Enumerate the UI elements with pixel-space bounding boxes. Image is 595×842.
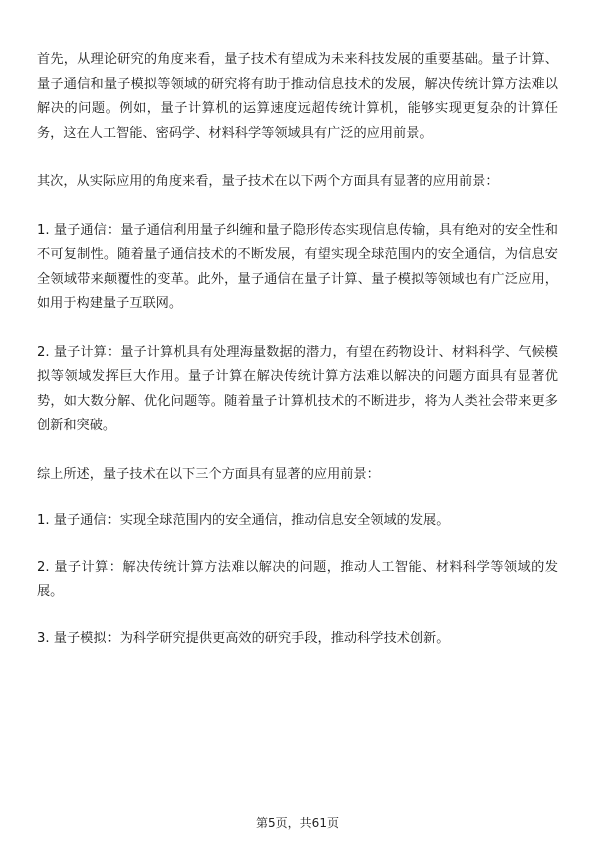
page-number: 第5页，共61页 [256,816,339,830]
summary-item-simulation: 3. 量子模拟：为科学研究提供更高效的研究手段，推动科学技术创新。 [37,630,450,646]
paragraph-theory: 首先，从理论研究的角度来看，量子技术有望成为未来科技发展的重要基础。量子计算、量子通信和量子模拟等领域的研究将有助于推动信息技术的发展，解决传统计算方法难以解决的问题。例如，量子计算机的运算速度远超传统计算机，能够实现更复杂的计算任务，这在人工智能、密码学、材料科学等领域具有广泛的应用前景。 [37,52,558,141]
paragraph-quantum-computing: 2. 量子计算：量子计算机具有处理海量数据的潜力，有望在药物设计、材料科学、气候模拟等领域发挥巨大作用。量子计算在解决传统计算方法难以解决的问题方面具有显著优势，如大数分解、优化问题等。随着量子计算机技术的不断进步，将为人类社会带来更多创新和突破。 [37,344,558,433]
paragraph-quantum-communication: 1. 量子通信：量子通信利用量子纠缠和量子隐形传态实现信息传输，具有绝对的安全性和不可复制性。随着量子通信技术的不断发展，有望实现全球范围内的安全通信，为信息安全领域带来颠覆性的变革。此外，量子通信在量子计算、量子模拟等领域也有广泛应用，如用于构建量子互联网。 [37,222,558,311]
summary-item-computing: 2. 量子计算：解决传统计算方法难以解决的问题，推动人工智能、材料科学等领域的发展。 [37,559,558,599]
page-body [37,48,558,651]
paragraph-summary-intro: 综上所述，量子技术在以下三个方面具有显著的应用前景： [37,466,380,482]
summary-item-communication: 1. 量子通信：实现全球范围内的安全通信，推动信息安全领域的发展。 [37,513,450,528]
paragraph-practice-intro: 其次，从实际应用的角度来看，量子技术在以下两个方面具有显著的应用前景： [37,174,499,189]
